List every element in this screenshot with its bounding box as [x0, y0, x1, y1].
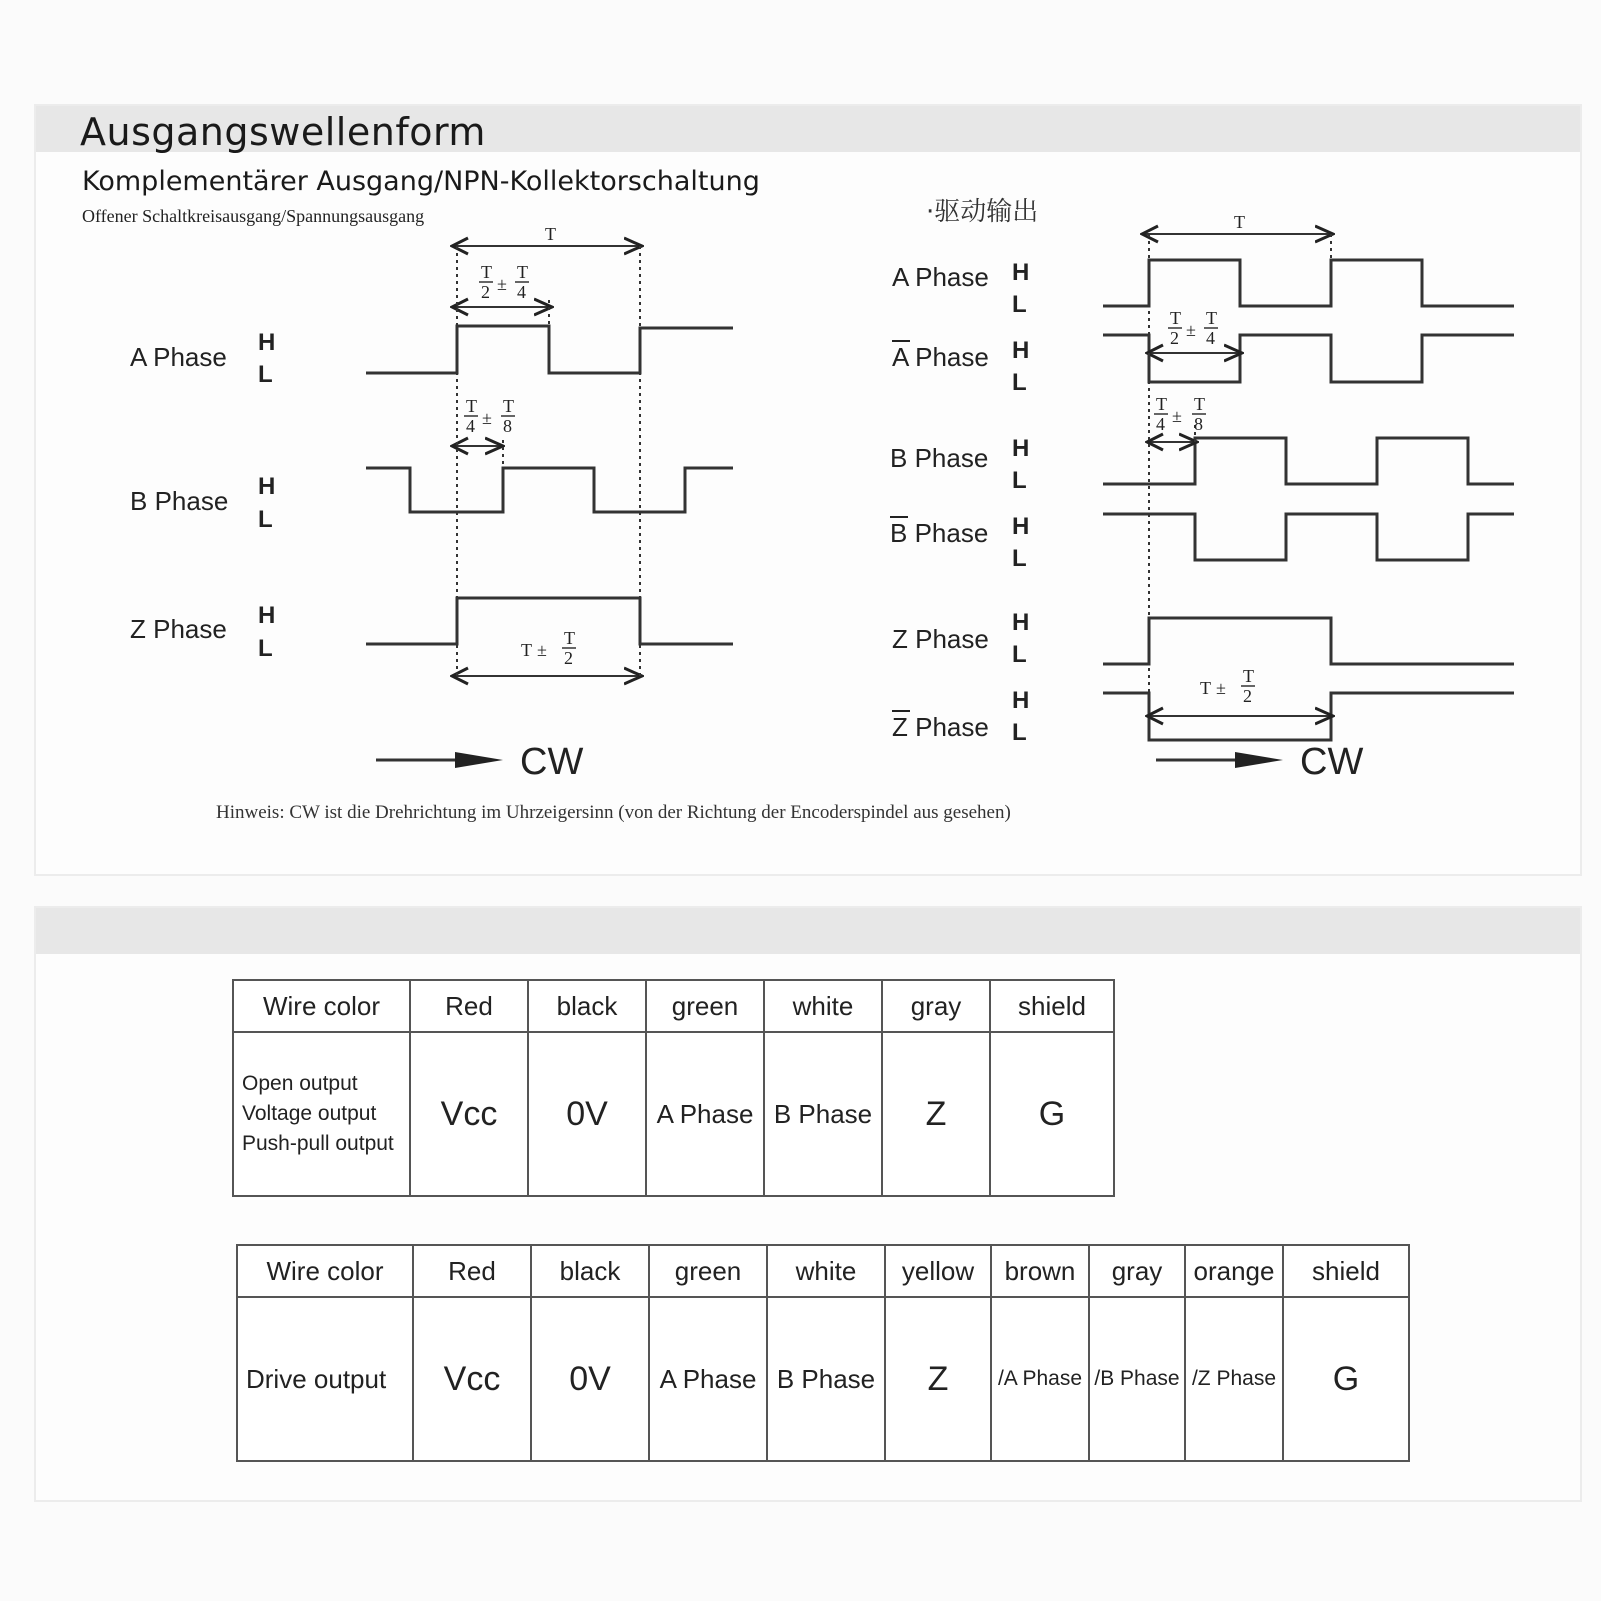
- low-label: L: [258, 635, 273, 662]
- svg-text:±: ±: [482, 408, 492, 428]
- high-label: H: [258, 329, 276, 356]
- cw-label: CW: [1300, 741, 1364, 783]
- svg-text:T: T: [1170, 308, 1181, 328]
- output-type-line: Push-pull output: [242, 1132, 394, 1155]
- phase-label: A Phase: [130, 342, 227, 372]
- phase-label: Z Phase: [892, 624, 989, 654]
- svg-text:T: T: [1206, 308, 1217, 328]
- table-header-cell: white: [764, 980, 882, 1032]
- table-cell: /A Phase: [991, 1297, 1089, 1461]
- output-type-line: Voltage output: [242, 1102, 377, 1125]
- low-label: L: [1012, 545, 1027, 572]
- phase-label: Z Phase: [892, 712, 989, 742]
- table-header-cell: white: [767, 1245, 885, 1297]
- svg-text:±: ±: [1186, 320, 1196, 340]
- cw-note: Hinweis: CW ist die Drehrichtung im Uhrzeigersinn (von der Richtung der Encoderspindel aus gesehen): [216, 802, 1011, 823]
- table-header-cell: brown: [991, 1245, 1089, 1297]
- svg-text:4: 4: [517, 282, 526, 302]
- svg-text:2: 2: [481, 282, 490, 302]
- section-subtitle-secondary: Offener Schaltkreisausgang/Spannungsausgang: [82, 206, 425, 226]
- section-header-band: [36, 908, 1580, 954]
- phase-label: Z Phase: [130, 614, 227, 644]
- svg-text:4: 4: [1206, 328, 1215, 348]
- table-cell: 0V: [528, 1032, 646, 1196]
- table-cell: B Phase: [767, 1297, 885, 1461]
- section-title: Ausgangswellenform: [80, 110, 486, 154]
- low-label: L: [1012, 467, 1027, 494]
- phase-label: B Phase: [890, 443, 989, 473]
- table-cell: G: [1283, 1297, 1409, 1461]
- tolerance-annotation-half: [479, 262, 529, 302]
- svg-text:4: 4: [466, 416, 475, 436]
- cw-label: CW: [520, 741, 584, 783]
- table-header-cell: shield: [1283, 1245, 1409, 1297]
- table-cell: 0V: [531, 1297, 649, 1461]
- left-waveform-diagram: [366, 246, 733, 768]
- table-cell: Z: [882, 1032, 990, 1196]
- tolerance-annotation-half: [1168, 308, 1218, 348]
- table-row: [233, 1032, 1114, 1196]
- low-label: L: [258, 506, 273, 533]
- a-bar-phase-waveform: [1103, 335, 1514, 382]
- table-cell: /B Phase: [1089, 1297, 1185, 1461]
- section-subtitle: Komplementärer Ausgang/NPN-Kollektorschaltung: [82, 166, 760, 197]
- table-cell: Vcc: [413, 1297, 531, 1461]
- phase-label: A Phase: [892, 342, 989, 372]
- svg-text:2: 2: [1243, 686, 1252, 706]
- high-label: H: [1012, 259, 1030, 286]
- svg-text:±: ±: [497, 274, 507, 294]
- phase-label: B Phase: [890, 518, 989, 548]
- high-label: H: [258, 602, 276, 629]
- table-header-cell: Red: [410, 980, 528, 1032]
- svg-text:T: T: [564, 628, 575, 648]
- phase-label: B Phase: [130, 486, 229, 516]
- svg-text:T: T: [503, 396, 514, 416]
- tolerance-annotation-z: [1200, 666, 1255, 706]
- table-header-cell: black: [528, 980, 646, 1032]
- b-phase-waveform: [366, 468, 733, 512]
- z-phase-waveform: [1103, 618, 1514, 664]
- b-bar-phase-waveform: [1103, 514, 1514, 560]
- svg-text:T: T: [466, 396, 477, 416]
- a-phase-waveform: [1103, 260, 1514, 306]
- high-label: H: [258, 473, 276, 500]
- high-label: H: [1012, 337, 1030, 364]
- table-header-cell: gray: [1089, 1245, 1185, 1297]
- table-header-cell: gray: [882, 980, 990, 1032]
- high-label: H: [1012, 687, 1030, 714]
- svg-text:8: 8: [1194, 414, 1203, 434]
- b-phase-waveform: [1103, 438, 1514, 484]
- period-label: T: [545, 224, 556, 244]
- tolerance-annotation-quarter: [1154, 394, 1206, 434]
- table-cell: G: [990, 1032, 1114, 1196]
- table-cell: B Phase: [764, 1032, 882, 1196]
- low-label: L: [1012, 291, 1027, 318]
- low-label: L: [1012, 369, 1027, 396]
- table-header-cell: Wire color: [237, 1245, 413, 1297]
- table-cell: Vcc: [410, 1032, 528, 1196]
- wire-color-table-drive: [236, 1244, 1410, 1462]
- svg-text:T: T: [1156, 394, 1167, 414]
- z-phase-waveform: [366, 598, 733, 644]
- table-header-row: [237, 1245, 1409, 1297]
- cw-arrow-head: [455, 752, 503, 768]
- phase-label: A Phase: [892, 262, 989, 292]
- svg-text:8: 8: [503, 416, 512, 436]
- table-cell: /Z Phase: [1185, 1297, 1283, 1461]
- tolerance-annotation-quarter: [464, 396, 515, 436]
- tolerance-annotation-z: [521, 628, 576, 668]
- table-header-cell: Wire color: [233, 980, 410, 1032]
- svg-text:T: T: [481, 262, 492, 282]
- low-label: L: [1012, 641, 1027, 668]
- table-header-row: [233, 980, 1114, 1032]
- table-header-cell: green: [646, 980, 764, 1032]
- svg-text:±: ±: [1216, 678, 1226, 698]
- a-phase-waveform: [366, 326, 733, 373]
- table-header-cell: yellow: [885, 1245, 991, 1297]
- svg-text:2: 2: [1170, 328, 1179, 348]
- right-diagram-labels: [890, 197, 1363, 783]
- svg-text:4: 4: [1156, 414, 1165, 434]
- output-type-cell: [233, 1032, 410, 1196]
- low-label: L: [258, 361, 273, 388]
- svg-text:T: T: [521, 640, 532, 660]
- table-header-cell: black: [531, 1245, 649, 1297]
- high-label: H: [1012, 609, 1030, 636]
- right-waveform-diagram: [1103, 234, 1514, 768]
- wire-color-table-standard: [232, 979, 1115, 1197]
- svg-text:T: T: [517, 262, 528, 282]
- table-header-cell: shield: [990, 980, 1114, 1032]
- table-cell: Z: [885, 1297, 991, 1461]
- svg-text:±: ±: [537, 640, 547, 660]
- table-header-cell: orange: [1185, 1245, 1283, 1297]
- cw-arrow-head: [1235, 752, 1283, 768]
- table-header-cell: green: [649, 1245, 767, 1297]
- table-header-cell: Red: [413, 1245, 531, 1297]
- drive-output-title: ·驱动输出: [926, 197, 1039, 227]
- table-cell: A Phase: [646, 1032, 764, 1196]
- svg-text:T: T: [1243, 666, 1254, 686]
- svg-text:2: 2: [564, 648, 573, 668]
- svg-text:T: T: [1200, 678, 1211, 698]
- high-label: H: [1012, 435, 1030, 462]
- table-cell: A Phase: [649, 1297, 767, 1461]
- period-label: T: [1234, 212, 1245, 232]
- output-type-cell: Drive output: [237, 1297, 413, 1461]
- svg-text:±: ±: [1172, 406, 1182, 426]
- low-label: L: [1012, 719, 1027, 746]
- table-row: [237, 1297, 1409, 1461]
- high-label: H: [1012, 513, 1030, 540]
- output-type-line: Open output: [242, 1072, 358, 1095]
- svg-text:T: T: [1194, 394, 1205, 414]
